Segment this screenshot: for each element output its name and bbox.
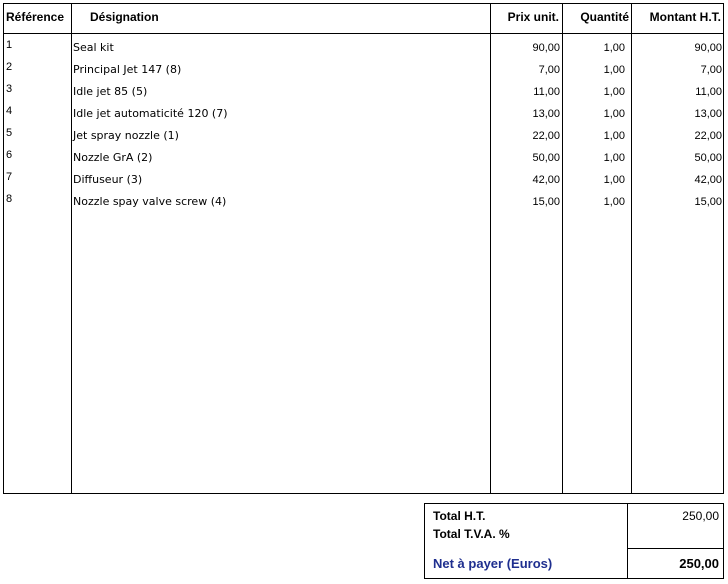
- cell-prix-unit: 50,00: [532, 152, 560, 164]
- table-row: [4, 147, 723, 169]
- totals-divider: [627, 504, 628, 578]
- cell-prix-unit: 11,00: [533, 86, 560, 98]
- table-body: [4, 37, 723, 213]
- cell-designation: Seal kit: [73, 41, 114, 54]
- cell-montant-ht: 42,00: [694, 174, 722, 186]
- net-a-payer-value: 250,00: [679, 556, 719, 571]
- cell-designation: Nozzle GrA (2): [73, 151, 153, 164]
- total-tva-label: Total T.V.A. %: [433, 527, 510, 541]
- table-row: [4, 169, 723, 191]
- cell-reference: 5: [6, 127, 13, 139]
- cell-prix-unit: 22,00: [532, 130, 560, 142]
- cell-reference: 7: [6, 171, 13, 183]
- header-montant-ht: Montant H.T.: [649, 10, 721, 24]
- header-prix-unit: Prix unit.: [507, 10, 559, 24]
- cell-designation: Idle jet 85 (5): [73, 85, 148, 98]
- cell-reference: 4: [6, 105, 13, 117]
- cell-quantite: 1,00: [603, 152, 625, 164]
- cell-quantite: 1,00: [603, 196, 625, 208]
- header-reference: Référence: [6, 10, 65, 24]
- cell-designation: Nozzle spay valve screw (4): [73, 195, 227, 208]
- cell-montant-ht: 15,00: [694, 196, 722, 208]
- cell-montant-ht: 50,00: [694, 152, 722, 164]
- cell-prix-unit: 7,00: [538, 64, 560, 76]
- cell-designation: Diffuseur (3): [73, 173, 143, 186]
- cell-designation: Jet spray nozzle (1): [73, 129, 179, 142]
- cell-prix-unit: 15,00: [532, 196, 560, 208]
- net-a-payer-label: Net à payer (Euros): [433, 556, 553, 571]
- header-quantite: Quantité: [580, 10, 629, 24]
- cell-montant-ht: 13,00: [694, 108, 722, 120]
- cell-quantite: 1,00: [603, 174, 625, 186]
- cell-designation: Idle jet automaticité 120 (7): [73, 107, 228, 120]
- cell-montant-ht: 22,00: [694, 130, 722, 142]
- cell-quantite: 1,00: [603, 108, 625, 120]
- cell-prix-unit: 90,00: [532, 42, 560, 54]
- cell-reference: 6: [6, 149, 13, 161]
- cell-prix-unit: 13,00: [532, 108, 560, 120]
- table-row: [4, 191, 723, 213]
- totals-box: [424, 503, 724, 579]
- cell-montant-ht: 7,00: [700, 64, 722, 76]
- cell-reference: 8: [6, 193, 13, 205]
- cell-reference: 1: [6, 39, 13, 51]
- cell-reference: 2: [6, 61, 13, 73]
- cell-montant-ht: 11,00: [695, 86, 722, 98]
- totals-divider: [627, 548, 723, 549]
- total-ht-label: Total H.T.: [433, 509, 486, 523]
- table-row: [4, 125, 723, 147]
- total-ht-value: 250,00: [682, 509, 719, 523]
- table-header: [4, 4, 723, 34]
- cell-montant-ht: 90,00: [694, 42, 722, 54]
- invoice-table: [3, 3, 724, 494]
- table-row: [4, 59, 723, 81]
- table-row: [4, 81, 723, 103]
- cell-quantite: 1,00: [603, 64, 625, 76]
- cell-prix-unit: 42,00: [532, 174, 560, 186]
- cell-quantite: 1,00: [603, 130, 625, 142]
- cell-quantite: 1,00: [603, 42, 625, 54]
- header-designation: Désignation: [90, 10, 159, 24]
- table-row: [4, 103, 723, 125]
- cell-reference: 3: [6, 83, 13, 95]
- cell-quantite: 1,00: [603, 86, 625, 98]
- table-row: [4, 37, 723, 59]
- cell-designation: Principal Jet 147 (8): [73, 63, 182, 76]
